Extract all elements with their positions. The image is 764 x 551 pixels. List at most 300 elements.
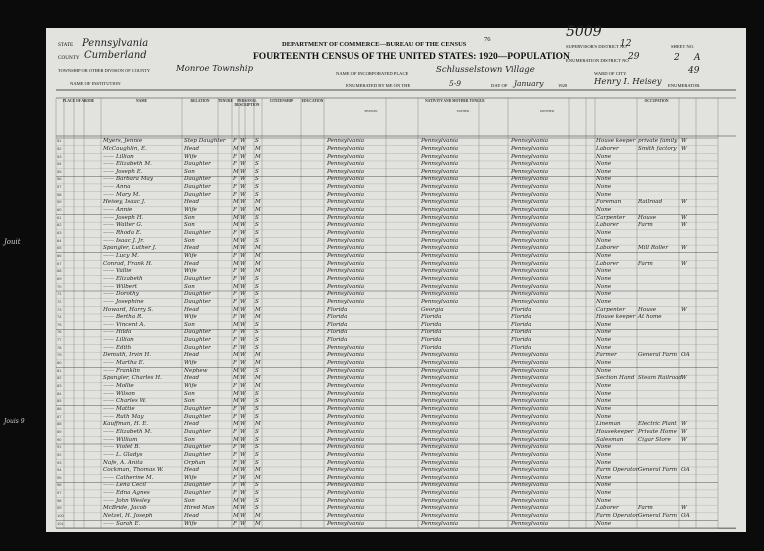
person-name: Heisey, Isaac J. [103,199,146,206]
line-number: 90 [57,436,62,442]
marital-status: S [255,482,259,489]
birthplace-person: Pennsylvania [327,222,365,229]
line-number: 79 [57,352,62,358]
relation: Son [184,390,195,397]
sheet-value: 2 [674,53,680,63]
relation: Daughter [184,291,211,298]
birthplace-mother: Pennsylvania [511,413,549,420]
race: W [240,436,246,443]
nativity-subheading: MOTHER [539,109,555,113]
birthplace-mother: Pennsylvania [511,482,549,489]
person-name: —— Bertha R. [103,314,144,321]
race: W [240,360,246,367]
person-name: —— Wilson [103,390,136,397]
sex: F [233,360,237,367]
enumerator-label: ENUMERATOR. [668,83,701,88]
birthplace-father: Pennsylvania [421,375,459,382]
marital-status: M [255,421,261,428]
race: W [240,321,246,328]
line-number: 56 [57,176,62,182]
class-of-worker: W [681,245,687,252]
occupation: None [596,383,612,389]
person-name: —— Joseph H. [103,214,144,221]
relation: Wife [184,252,197,259]
person-name: —— Dorothy [103,291,139,298]
enumerator-value: Henry I. Heisey [594,77,662,87]
sex: F [233,268,237,275]
birthplace-father: Pennsylvania [421,145,459,152]
industry: Smith factory [638,145,677,152]
birthplace-mother: Pennsylvania [511,245,549,252]
race: W [240,268,246,275]
marital-status: S [255,161,259,168]
birthplace-mother: Pennsylvania [511,153,549,160]
line-number: 96 [57,482,62,488]
department-heading: DEPARTMENT OF COMMERCE—BUREAU OF THE CENSUS [282,41,467,48]
line-number: 66 [57,252,62,258]
birthplace-mother: Pennsylvania [511,252,549,259]
birthplace-mother: Pennsylvania [511,145,549,152]
occupation: None [596,459,612,466]
sex: F [233,459,237,466]
relation: Son [184,237,195,244]
person-name: —— Joseph E. [103,168,143,175]
marital-status: M [255,252,261,259]
relation: Head [184,467,200,474]
birthplace-father: Pennsylvania [421,398,459,405]
marital-status: S [255,291,259,298]
birthplace-mother: Pennsylvania [511,191,549,198]
birthplace-father: Pennsylvania [421,283,459,290]
birthplace-person: Pennsylvania [327,520,365,527]
marital-status: M [255,153,261,160]
line-number: 55 [57,168,62,174]
sex: M [233,321,239,328]
line-number: 86 [57,405,62,411]
person-name: —— Wilbert [103,283,138,290]
birthplace-mother: Pennsylvania [511,138,549,145]
marital-status: M [255,207,261,214]
marital-status: M [255,306,261,313]
birthplace-person: Pennsylvania [327,375,365,382]
line-number: 65 [57,245,62,251]
marital-status: S [255,283,259,290]
race: W [240,513,246,520]
occupation: None [596,413,612,420]
birthplace-mother: Florida [511,306,532,313]
birthplace-mother: Pennsylvania [511,298,549,305]
birthplace-person: Florida [327,306,348,313]
birthplace-person: Pennsylvania [327,360,365,367]
class-of-worker: W [681,214,687,221]
birthplace-father: Pennsylvania [421,459,459,466]
race: W [240,467,246,474]
birthplace-father: Florida [421,337,442,344]
relation: Nephew [184,367,208,374]
occupation: None [596,230,612,236]
birthplace-mother: Pennsylvania [511,161,549,168]
relation: Head [184,145,200,152]
marital-status: S [255,390,259,397]
birthplace-person: Pennsylvania [327,176,365,183]
birthplace-person: Pennsylvania [327,390,365,397]
line-number: 57 [57,184,62,190]
line-number: 61 [57,214,62,220]
birthplace-father: Pennsylvania [421,298,459,305]
line-number: 101 [57,520,64,526]
birthplace-father: Pennsylvania [421,291,459,298]
person-name: Spangler, Luther J. [103,245,157,252]
birthplace-person: Pennsylvania [327,268,365,275]
occupation: None [596,474,612,481]
relation: Wife [184,207,197,214]
birthplace-father: Pennsylvania [421,520,459,527]
birthplace-father: Pennsylvania [421,474,459,481]
column-group-heading: OCCUPATION [644,99,669,103]
person-name: —— Lillian [103,337,134,344]
sex: M [233,398,239,405]
person-name: —— Edith [103,344,132,351]
county-label: COUNTY [58,55,80,61]
race: W [240,375,246,382]
line-number: 91 [57,444,62,450]
relation: Daughter [184,230,211,236]
sex: M [233,199,239,206]
occupation: None [596,398,612,405]
birthplace-father: Pennsylvania [421,214,459,221]
person-name: —— Elizabeth [103,275,143,282]
relation: Daughter [184,428,211,435]
relation: Daughter [184,490,211,497]
occupation: None [596,291,612,298]
sex: M [233,237,239,244]
sex: F [233,337,237,344]
birthplace-person: Pennsylvania [327,383,365,389]
sex: F [233,428,237,435]
class-of-worker: W [681,375,687,382]
occupation: Housekeeper [596,428,634,435]
birthplace-mother: Pennsylvania [511,291,549,298]
person-name: —— John Wesley [103,497,151,504]
occupation: None [596,153,612,160]
marital-status: S [255,405,259,412]
line-number: 62 [57,222,62,228]
birthplace-father: Florida [421,329,442,336]
birthplace-father: Pennsylvania [421,222,459,229]
marital-status: S [255,168,259,175]
birthplace-father: Pennsylvania [421,367,459,374]
class-of-worker: W [681,421,687,428]
marital-status: M [255,245,261,252]
relation: Son [184,497,195,504]
sex: F [233,383,237,389]
township-label: TOWNSHIP OR OTHER DIVISION OF COUNTY [58,68,151,73]
relation: Wife [184,314,197,321]
line-number: 84 [57,390,62,396]
relation: Head [184,260,200,267]
race: W [240,444,246,451]
birthplace-mother: Florida [511,344,532,351]
stamp-number: 5009 [566,24,602,40]
race: W [240,252,246,259]
relation: Daughter [184,482,211,489]
column-group-heading: NAME [136,99,147,103]
person-name: Kauffman, H. E. [103,421,149,428]
class-of-worker: W [681,306,687,313]
race: W [240,505,246,512]
person-name: —— Charles W. [103,398,147,405]
sex: M [233,260,239,267]
relation: Daughter [184,298,211,305]
margin-note-2: Jouis 9 [4,418,25,425]
industry: Electric Plant [638,421,677,428]
person-name: —— Edna Agnes [103,490,150,497]
supervisor-label: SUPERVISOR'S DISTRICT NO [566,44,627,49]
line-number: 95 [57,474,62,480]
supervisor-value: 12 [620,39,632,49]
person-name: —— Catherine M. [103,474,154,481]
occupation: Carpenter [596,306,626,313]
ward-label: WARD OF CITY [594,71,627,76]
person-name: Netzel, H. Joseph [103,513,153,520]
marital-status: M [255,467,261,474]
person-name: Cockman, Thomas W. [103,467,164,474]
birthplace-father: Pennsylvania [421,436,459,443]
occupation: None [596,482,612,489]
birthplace-mother: Pennsylvania [511,184,549,191]
person-name: McCaughlin, E. [103,145,147,152]
occupation: None [596,497,612,504]
birthplace-person: Pennsylvania [327,413,365,420]
birthplace-mother: Pennsylvania [511,459,549,466]
race: W [240,329,246,336]
marital-status: S [255,176,259,183]
person-name: —— Vallie [103,268,132,275]
sex: M [233,145,239,152]
sex: F [233,490,237,497]
relation: Wife [184,383,197,389]
race: W [240,459,246,466]
line-number: 99 [57,505,62,511]
race: W [240,199,246,206]
year-text: 1920 [558,83,568,88]
sex: M [233,497,239,504]
birthplace-father: Pennsylvania [421,191,459,198]
person-name: —— Vincent A. [103,321,146,328]
person-name: Conrad, Frank H. [103,260,153,267]
birthplace-mother: Florida [511,329,532,336]
birthplace-mother: Pennsylvania [511,230,549,236]
sex: F [233,405,237,412]
marital-status: M [255,199,261,206]
person-name: —— Josephine [103,298,144,305]
birthplace-father: Pennsylvania [421,252,459,259]
birthplace-mother: Pennsylvania [511,283,549,290]
industry: Farm [638,505,653,512]
race: W [240,298,246,305]
occupation: None [596,283,612,290]
line-number: 85 [57,398,62,404]
relation: Head [184,352,200,359]
marital-status: M [255,520,261,527]
birthplace-person: Pennsylvania [327,352,365,359]
birthplace-person: Pennsylvania [327,252,365,259]
birthplace-father: Pennsylvania [421,184,459,191]
birthplace-mother: Pennsylvania [511,360,549,367]
race: W [240,275,246,282]
sex: F [233,314,237,321]
relation: Wife [184,474,197,481]
birthplace-father: Florida [421,314,442,321]
industry: General Farm [638,513,678,520]
marital-status: M [255,474,261,481]
line-number: 78 [57,344,62,350]
birthplace-father: Florida [421,321,442,328]
birthplace-father: Pennsylvania [421,413,459,420]
birthplace-person: Pennsylvania [327,291,365,298]
marital-status: M [255,360,261,367]
race: W [240,291,246,298]
occupation: Laborer [596,260,619,267]
birthplace-father: Pennsylvania [421,390,459,397]
occupation: Farm Operator [596,467,639,474]
marital-status: S [255,298,259,305]
line-number: 53 [57,153,62,159]
line-number: 72 [57,298,62,304]
race: W [240,482,246,489]
marital-status: S [255,237,259,244]
race: W [240,168,246,175]
marital-status: S [255,497,259,504]
marital-status: S [255,367,259,374]
relation: Head [184,306,200,313]
relation: Wife [184,360,197,367]
nativity-subheading: PERSON [364,109,378,113]
occupation: None [596,321,612,328]
column-group-heading: NATIVITY AND MOTHER TONGUE [425,99,485,103]
race: W [240,405,246,412]
person-name: —— Violet B. [103,444,141,451]
birthplace-person: Pennsylvania [327,207,365,214]
sex: F [233,444,237,451]
industry: private family [638,138,678,145]
birthplace-mother: Pennsylvania [511,237,549,244]
relation: Son [184,321,195,328]
person-name: —— Mollie [103,383,134,389]
birthplace-mother: Pennsylvania [511,367,549,374]
race: W [240,367,246,374]
marital-status: S [255,184,259,191]
marital-status: S [255,428,259,435]
person-name: —— Anna [103,184,131,191]
sex: F [233,153,237,160]
ed-label: ENUMERATION DISTRICT NO [566,58,629,63]
birthplace-father: Pennsylvania [421,505,459,512]
state-value: Pennsylvania [82,38,149,49]
birthplace-father: Pennsylvania [421,490,459,497]
relation: Daughter [184,451,211,458]
relation: Son [184,214,195,221]
occupation: House keeper [596,138,636,145]
line-number: 75 [57,321,62,327]
relation: Head [184,421,200,428]
month-value: January [514,79,544,88]
relation: Daughter [184,344,211,351]
person-name: —— Rhoda E. [103,230,142,236]
line-number: 97 [57,490,62,496]
person-name: —— Lena Cecil [103,482,147,489]
column-group-heading: EDUCATION [301,99,324,103]
sex: M [233,421,239,428]
place-label: NAME OF INCORPORATED PLACE [336,71,409,76]
industry: Farm [638,222,653,229]
race: W [240,421,246,428]
relation: Daughter [184,329,211,336]
sex: F [233,482,237,489]
line-number: 98 [57,497,62,503]
line-number: 52 [57,145,62,151]
occupation: Farm Operator [596,513,639,520]
birthplace-father: Florida [421,344,442,351]
birthplace-mother: Pennsylvania [511,199,549,206]
birthplace-person: Pennsylvania [327,367,365,374]
occupation: None [596,337,612,344]
sex: M [233,168,239,175]
birthplace-mother: Pennsylvania [511,260,549,267]
census-sheet [46,24,746,532]
sex: M [233,306,239,313]
birthplace-mother: Pennsylvania [511,505,549,512]
person-name: —— Hilda [103,329,132,336]
person-name: —— Annie [103,207,133,214]
birthplace-person: Pennsylvania [327,283,365,290]
sex: M [233,222,239,229]
race: W [240,390,246,397]
marital-status: S [255,329,259,336]
industry: Steam Railroad [638,375,683,382]
occupation: None [596,405,612,412]
person-name: —— Martha E. [103,360,145,367]
relation: Step Daughter [184,138,226,145]
occupation: None [596,237,612,244]
industry: Farm [638,260,653,267]
industry: General Farm [638,352,678,359]
line-number: 88 [57,421,62,427]
person-name: —— Sarah E. [103,520,141,527]
birthplace-mother: Pennsylvania [511,222,549,229]
occupation: Laborer [596,245,619,252]
sex: F [233,207,237,214]
birthplace-mother: Florida [511,321,532,328]
sheet-label: SHEET NO. [671,44,695,49]
sex: M [233,467,239,474]
birthplace-mother: Pennsylvania [511,352,549,359]
occupation: Laborer [596,222,619,229]
occupation: None [596,268,612,275]
person-name: —— Lucy M. [103,252,139,259]
line-number: 60 [57,207,62,213]
relation: Daughter [184,184,211,191]
line-number: 73 [57,306,62,312]
county-value: Cumberland [84,50,147,61]
sex: F [233,291,237,298]
industry: House [638,214,657,221]
class-of-worker: OA [681,467,690,474]
marital-status: M [255,383,261,389]
sex: M [233,513,239,520]
class-of-worker: W [681,436,687,443]
race: W [240,237,246,244]
